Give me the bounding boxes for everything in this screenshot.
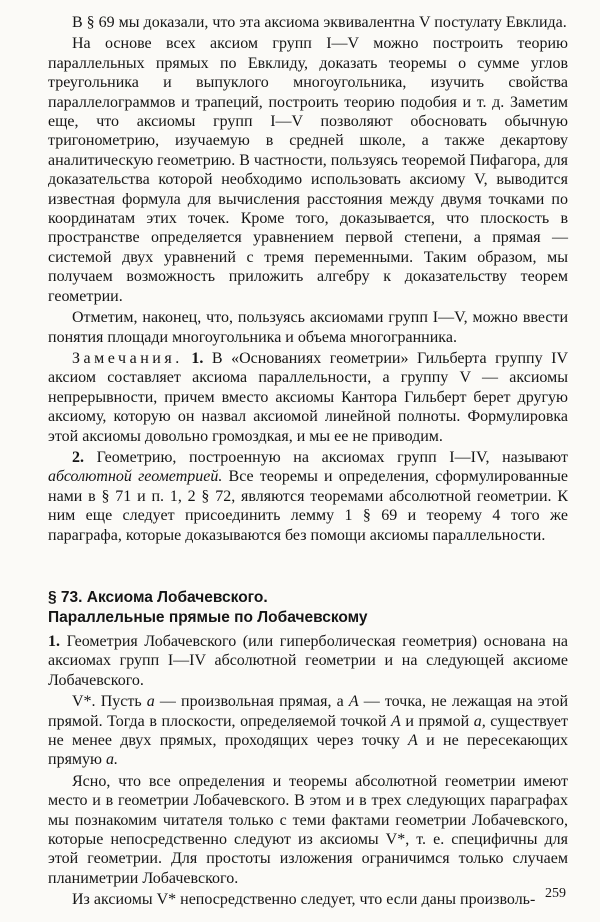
axiom-var-A: A <box>408 732 418 750</box>
paragraph-axiom <box>48 692 568 770</box>
section-title-line-2: Параллельные прямые по Лобачевскому <box>48 608 368 626</box>
remark-2-number: 2. <box>72 448 84 466</box>
remark-1-text: В «Основаниях геометрии» Гильберта группу IV аксиом составляет аксиома параллельности, а группу V — аксиомы непрерывности, причем вместо аксиомы Кантора Гильберт берет другую аксиому, которую он назвал аксиомой линейной полноты. Формулировка этой аксиомы довольно громоздкая, и мы ее не приводим. <box>48 349 569 445</box>
axiom-text-2: — произвольная прямая, а <box>159 693 344 711</box>
paragraph-intro: В § 69 мы доказали, что эта аксиома эквивалентна V постулату Евклида. <box>72 14 567 31</box>
remark-label: Замечания. <box>72 349 183 367</box>
axiom-text-5: существует не менее двух прямых, проходящих через точку <box>48 712 568 750</box>
remark-2-term: абсолютной геометрией. <box>48 468 223 486</box>
bottom-text-block <box>48 632 568 912</box>
remark-2-text-post: Все теоремы и определения, сформулированные нами в § 71 и п. 1, 2 § 72, являются теоремами абсолютной геометрии. К ним еще следует присоединить лемму 1 § 69 и теорему 4 того же параграфа, которые доказываются без помощи аксиомы параллельности. <box>48 468 569 544</box>
axiom-var-a: a <box>146 693 155 711</box>
axiom-var-A: A <box>348 693 359 711</box>
axiom-text-1: Пусть <box>100 693 142 711</box>
axiom-label: V*. <box>72 693 96 711</box>
page-number: 259 <box>545 886 566 901</box>
remark-2 <box>48 448 568 545</box>
p1-number: 1. <box>48 633 60 650</box>
paragraph-consequence: Из аксиомы V* непосредственно следует, что если даны произволь- <box>72 891 536 909</box>
axiom-text-3: — точка, не лежащая на этой прямой. Тогда в плоскости, определяемой точкой <box>48 693 569 730</box>
paragraph-euclid-theory: На основе всех аксиом групп I—V можно построить теорию параллельных прямых по Евклиду, доказать теоремы о сумме углов треугольника и выпуклого многоугольника, изучить свойства параллелограммов и трапеций, построить теорию подобия и т. д. Заметим еще, что аксиомы групп I—V позволяют обосновать обычную тригонометрию, изучаемую в средней школе, а также декартову аналитическую геометрию. В частности, пользуясь теоремой Пифагора, для доказательства которой необходимо использовать аксиому V, выводится известная формула для вычисления расстояния между двумя точками по координатам этих точек. Кроме того, доказывается, что плоскость в пространстве определяется уравнением первой степени, а прямая — системой двух уравнений с тремя переменными. Таким образом, мы получаем возможность приложить алгебру к доказательству теорем геометрии. <box>48 35 568 305</box>
remark-1-number: 1. <box>191 349 204 367</box>
paragraph-absolute-geometry: Ясно, что все определения и теоремы абсолютной геометрии имеют место и в геометрии Лобачевского. В этом и в трех следующих параграфах мы познакомим читателя только с теми фактами геометрии Лобачевского, которые непосредственно следуют из аксиомы V*, т. е. специфичны для этой геометрии. Для простоты изложения ограничимся только случаем планиметрии Лобачевского. <box>48 772 568 887</box>
section-heading <box>48 588 568 627</box>
section-title-line-1: § 73. Аксиома Лобачевского. <box>48 589 268 606</box>
remark-1 <box>48 349 568 446</box>
axiom-text-6: и не пересекающих прямую <box>48 732 569 769</box>
axiom-var-A: A <box>391 712 401 730</box>
paragraph-lobachevsky-intro <box>48 632 568 690</box>
p1-text: Геометрия Лобачевского (или гиперболическая геометрия) основана на аксиомах групп I—IV абсолютной геометрии и на следующей аксиоме Лобачевского. <box>48 633 569 689</box>
top-text-block <box>48 13 568 547</box>
axiom-var-a: a, <box>473 712 486 730</box>
paragraph-area-volume: Отметим, наконец, что, пользуясь аксиомами групп I—V, можно ввести понятия площади многоугольника и объема многогранника. <box>48 309 568 346</box>
axiom-var-a: a. <box>106 751 118 769</box>
axiom-text-4: и прямой <box>405 712 470 730</box>
remark-2-text-pre: Геометрию, построенную на аксиомах групп I—IV, называют <box>96 448 568 466</box>
